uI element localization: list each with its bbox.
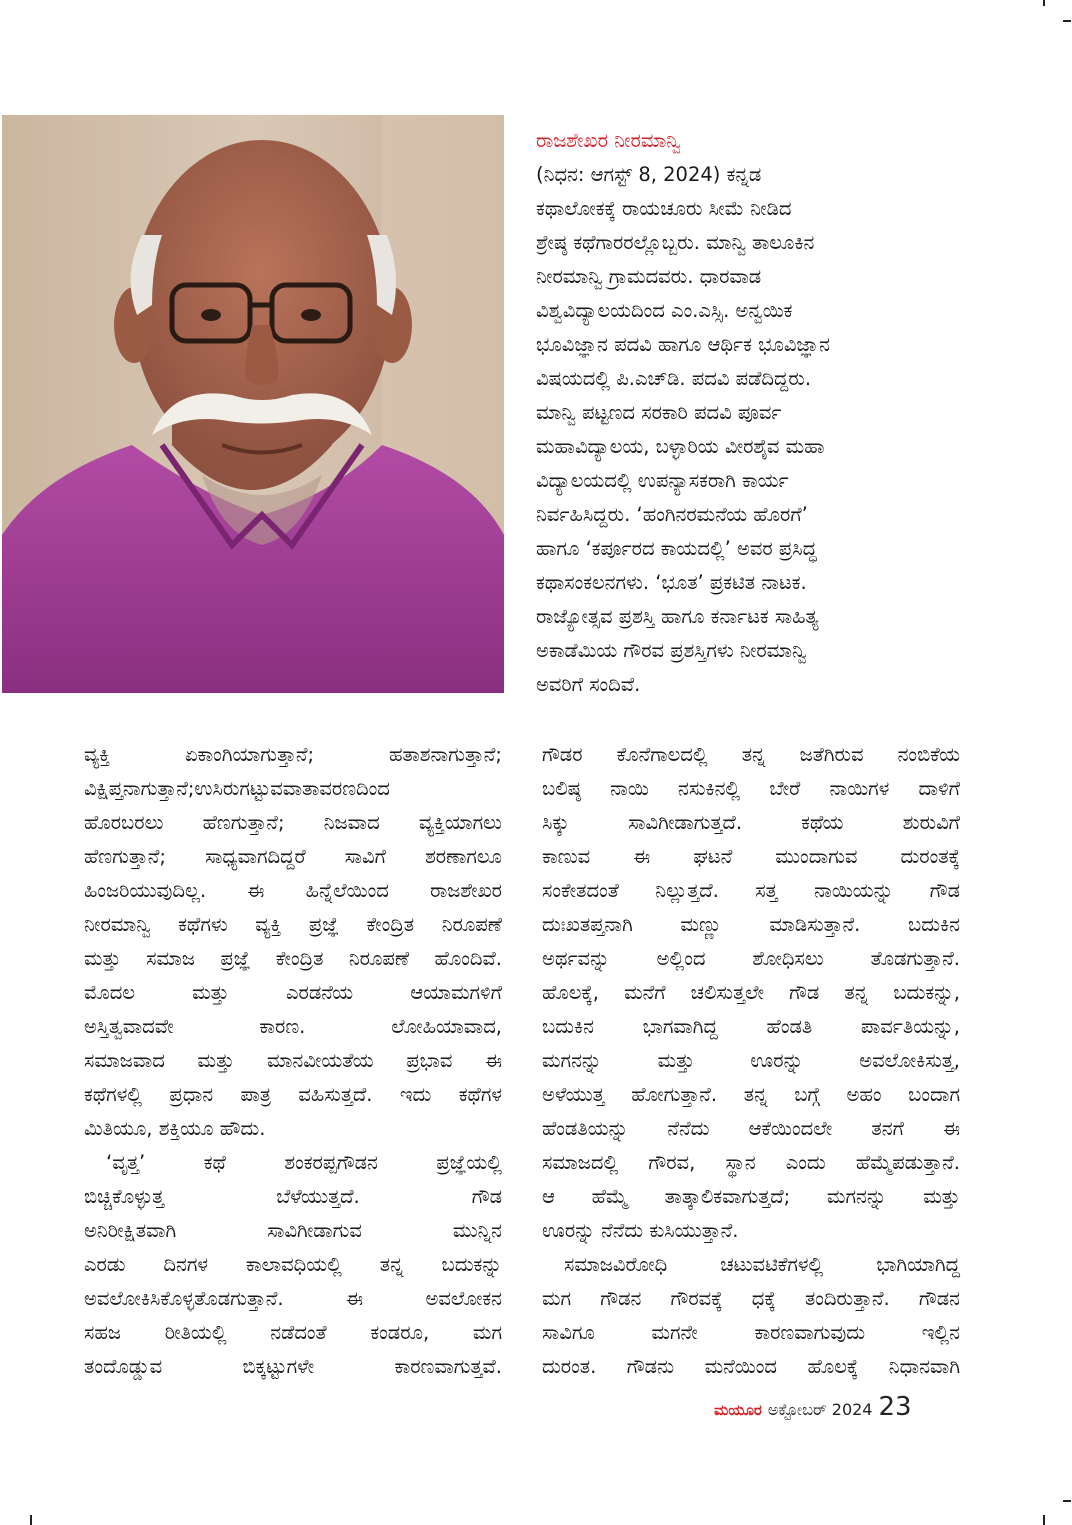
bio-line: ನೀರಮಾನ್ವಿ ಗ್ರಾಮದವರು. ಧಾರವಾಡ (536, 265, 762, 288)
bio-line: ಶ್ರೇಷ್ಠ ಕಥೆಗಾರರಲ್ಲೊಬ್ಬರು. ಮಾನ್ವಿ ತಾಲೂಕಿನ (536, 231, 815, 254)
article-line: ಕಾಣುವ ಈ ಘಟನೆ ಮುಂದಾಗುವ ದುರಂತಕ್ಕೆ (542, 845, 960, 868)
author-name: ರಾಜಶೇಖರ ನೀರಮಾನ್ವಿ (536, 129, 681, 152)
article-line: ಸಮಾಜದಲ್ಲಿ ಗೌರವ, ಸ್ಥಾನ ಎಂದು ಹೆಮ್ಮೆಪಡುತ್ತಾನೆ. (542, 1151, 960, 1174)
article-line: ಹೊಲಕ್ಕೆ, ಮನೆಗೆ ಚಲಿಸುತ್ತಲೇ ಗೌಡ ತನ್ನ ಬದುಕನ್ನು, (542, 981, 960, 1004)
article-line: ಅಳೆಯುತ್ತ ಹೋಗುತ್ತಾನೆ. ತನ್ನ ಬಗ್ಗೆ ಅಹಂ ಬಂದಾಗ (542, 1083, 960, 1106)
author-portrait-photo (2, 115, 504, 693)
bio-line: ಭೂವಿಜ್ಞಾನ ಪದವಿ ಹಾಗೂ ಆರ್ಥಿಕ ಭೂವಿಜ್ಞಾನ (536, 333, 830, 356)
author-bio (536, 124, 976, 702)
magazine-brand: ಮಯೂರ (714, 1401, 762, 1419)
crop-mark (1043, 1515, 1045, 1525)
bio-line: ವಿಷಯದಲ್ಲಿ ಪಿ.ಎಚ್‌ಡಿ. ಪದವಿ ಪಡೆದಿದ್ದರು. (536, 367, 812, 390)
article-line: ಸಿಕ್ಕು ಸಾವಿಗೀಡಾಗುತ್ತದೆ. ಕಥೆಯ ಶುರುವಿಗೆ (542, 811, 960, 834)
bio-line: (ನಿಧನ: ಆಗಸ್ಟ್ 8, 2024) ಕನ್ನಡ (536, 163, 762, 186)
article-line: ವ್ಯಕ್ತಿ ಏಕಾಂಗಿಯಾಗುತ್ತಾನೆ; ಹತಾಶನಾಗುತ್ತಾನೆ; (84, 743, 502, 766)
page-footer (714, 1392, 964, 1428)
bio-line: ಮಹಾವಿದ್ಯಾಲಯ, ಬಳ್ಳಾರಿಯ ವೀರಶೈವ ಮಹಾ (536, 435, 825, 458)
bio-line: ಅಕಾಡೆಮಿಯ ಗೌರವ ಪ್ರಶಸ್ತಿಗಳು ನೀರಮಾನ್ವಿ (536, 639, 807, 662)
article-line: ಮಿತಿಯೂ, ಶಕ್ತಿಯೂ ಹೌದು. (84, 1117, 266, 1140)
bio-line: ಕಥಾಲೋಕಕ್ಕೆ ರಾಯಚೂರು ಸೀಮೆ ನೀಡಿದ (536, 197, 792, 220)
issue-date: ಅಕ್ಟೋಬರ್ 2024 (767, 1400, 873, 1419)
page-number: 23 (878, 1392, 912, 1422)
crop-mark (1063, 1500, 1071, 1502)
article-line: ‘ವೃತ್ತ’ ಕಥೆ ಶಂಕರಪ್ಪಗೌಡನ ಪ್ರಜ್ಞೆಯಲ್ಲಿ (106, 1151, 502, 1174)
article-line: ವಿಕ್ಷಿಪ್ತನಾಗುತ್ತಾನೆ;ಉಸಿರುಗಟ್ಟುವವಾತಾವರಣದಿಂದ (84, 777, 390, 800)
bio-line: ವಿಶ್ವವಿದ್ಯಾಲಯದಿಂದ ಎಂ.ಎಸ್ಸಿ. ಅನ್ವಯಿಕ (536, 299, 793, 322)
article-line: ತಂದೊಡ್ಡುವ ಬಿಕ್ಕಟ್ಟುಗಳೇ ಕಾರಣವಾಗುತ್ತವೆ. (84, 1355, 502, 1378)
article-line: ಸಾವಿಗೂ ಮಗನೇ ಕಾರಣವಾಗುವುದು ಇಲ್ಲಿನ (542, 1321, 960, 1344)
crop-mark (1043, 0, 1045, 6)
article-line: ಆ ಹೆಮ್ಮೆ ತಾತ್ಕಾಲಿಕವಾಗುತ್ತದೆ; ಮಗನನ್ನು ಮತ್ತು (542, 1185, 960, 1208)
article-line: ಮೊದಲ ಮತ್ತು ಎರಡನೆಯ ಆಯಾಮಗಳಿಗೆ (84, 981, 502, 1004)
article-line: ಅವಲೋಕಿಸಿಕೊಳ್ಳತೊಡಗುತ್ತಾನೆ. ಈ ಅವಲೋಕನ (84, 1287, 502, 1310)
bio-line: ಅವರಿಗೆ ಸಂದಿವೆ. (536, 673, 641, 696)
article-line: ಸಮಾಜವಾದ ಮತ್ತು ಮಾನವೀಯತೆಯ ಪ್ರಭಾವ ಈ (84, 1049, 502, 1072)
article-line: ಬದುಕಿನ ಭಾಗವಾಗಿದ್ದ ಹೆಂಡತಿ ಪಾರ್ವತಿಯನ್ನು, (542, 1015, 960, 1038)
article-line: ಬಿಚ್ಚಿಕೊಳ್ಳುತ್ತ ಬೆಳೆಯುತ್ತದೆ. ಗೌಡ (84, 1185, 502, 1208)
article-line: ಗೌಡರ ಕೊನೆಗಾಲದಲ್ಲಿ ತನ್ನ ಜತೆಗಿರುವ ನಂಬಿಕೆಯ (542, 743, 960, 766)
bio-line: ಮಾನ್ವಿ ಪಟ್ಟಣದ ಸರಕಾರಿ ಪದವಿ ಪೂರ್ವ (536, 401, 782, 424)
article-line: ಮತ್ತು ಸಮಾಜ ಪ್ರಜ್ಞೆ ಕೇಂದ್ರಿತ ನಿರೂಪಣೆ ಹೊಂದಿವೆ. (84, 947, 502, 970)
article-column-left (84, 738, 502, 1384)
bio-line: ವಿದ್ಯಾಲಯದಲ್ಲಿ ಉಪನ್ಯಾಸಕರಾಗಿ ಕಾರ್ಯ (536, 469, 789, 492)
crop-mark (30, 1515, 32, 1525)
article-line: ಸಮಾಜವಿರೋಧಿ ಚಟುವಟಿಕೆಗಳಲ್ಲಿ ಭಾಗಿಯಾಗಿದ್ದ (564, 1253, 960, 1276)
article-line: ಅರ್ಥವನ್ನು ಅಲ್ಲಿಂದ ಶೋಧಿಸಲು ತೊಡಗುತ್ತಾನೆ. (542, 947, 960, 970)
article-line: ಹೆಂಡತಿಯನ್ನು ನೆನೆದು ಆಕೆಯಿಂದಲೇ ತನಗೆ ಈ (542, 1117, 960, 1140)
article-line: ನೀರಮಾನ್ವಿ ಕಥೆಗಳು ವ್ಯಕ್ತಿ ಪ್ರಜ್ಞೆ ಕೇಂದ್ರಿತ ನಿರೂಪಣೆ (84, 913, 502, 936)
bio-line: ಹಾಗೂ ‘ಕರ್ಪೂರದ ಕಾಯದಲ್ಲಿ’ ಅವರ ಪ್ರಸಿದ್ಧ (536, 537, 817, 560)
article-line: ಊರನ್ನು ನೆನೆದು ಕುಸಿಯುತ್ತಾನೆ. (542, 1219, 739, 1242)
article-line: ಸಂಕೇತದಂತೆ ನಿಲ್ಲುತ್ತದೆ. ಸತ್ತ ನಾಯಿಯನ್ನು ಗೌಡ (542, 879, 960, 902)
article-column-right (542, 738, 960, 1384)
article-line: ಎರಡು ದಿನಗಳ ಕಾಲಾವಧಿಯಲ್ಲಿ ತನ್ನ ಬದುಕನ್ನು (84, 1253, 502, 1276)
article-line: ದುಃಖತಪ್ತನಾಗಿ ಮಣ್ಣು ಮಾಡಿಸುತ್ತಾನೆ. ಬದುಕಿನ (542, 913, 960, 936)
bio-line: ರಾಜ್ಯೋತ್ಸವ ಪ್ರಶಸ್ತಿ ಹಾಗೂ ಕರ್ನಾಟಕ ಸಾಹಿತ್ಯ (536, 605, 819, 628)
article-line: ಮಗ ಗೌಡನ ಗೌರವಕ್ಕೆ ಧಕ್ಕೆ ತಂದಿರುತ್ತಾನೆ. ಗೌಡನ (542, 1287, 960, 1310)
article-line: ಹಿಂಜರಿಯುವುದಿಲ್ಲ. ಈ ಹಿನ್ನೆಲೆಯಿಂದ ರಾಜಶೇಖರ (84, 879, 502, 902)
article-line: ಸಹಜ ರೀತಿಯಲ್ಲಿ ನಡೆದಂತೆ ಕಂಡರೂ, ಮಗ (84, 1321, 502, 1344)
article-line: ಹೆಣಗುತ್ತಾನೆ; ಸಾಧ್ಯವಾಗದಿದ್ದರೆ ಸಾವಿಗೆ ಶರಣಾಗಲೂ (84, 845, 502, 868)
bio-line: ಕಥಾಸಂಕಲನಗಳು. ‘ಭೂತ’ ಪ್ರಕಟಿತ ನಾಟಕ. (536, 571, 807, 594)
crop-mark (1063, 20, 1071, 22)
article-line: ಅಸ್ತಿತ್ವವಾದವೇ ಕಾರಣ. ಲೋಹಿಯಾವಾದ, (84, 1015, 502, 1038)
article-line: ದುರಂತ. ಗೌಡನು ಮನೆಯಿಂದ ಹೊಲಕ್ಕೆ ನಿಧಾನವಾಗಿ (542, 1355, 960, 1378)
article-line: ಅನಿರೀಕ್ಷಿತವಾಗಿ ಸಾವಿಗೀಡಾಗುವ ಮುನ್ನಿನ (84, 1219, 502, 1242)
article-line: ಮಗನನ್ನು ಮತ್ತು ಊರನ್ನು ಅವಲೋಕಿಸುತ್ತ, (542, 1049, 960, 1072)
article-line: ಹೊರಬರಲು ಹೆಣಗುತ್ತಾನೆ; ನಿಜವಾದ ವ್ಯಕ್ತಿಯಾಗಲು (84, 811, 502, 834)
article-line: ಬಲಿಷ್ಠ ನಾಯಿ ನಸುಕಿನಲ್ಲಿ ಬೇರೆ ನಾಯಿಗಳ ದಾಳಿಗೆ (542, 777, 960, 800)
article-line: ಕಥೆಗಳಲ್ಲಿ ಪ್ರಧಾನ ಪಾತ್ರ ವಹಿಸುತ್ತದೆ. ಇದು ಕಥೆಗಳ (84, 1083, 502, 1106)
bio-line: ನಿರ್ವಹಿಸಿದ್ದರು. ‘ಹಂಗಿನರಮನೆಯ ಹೊರಗೆ’ (536, 503, 808, 526)
